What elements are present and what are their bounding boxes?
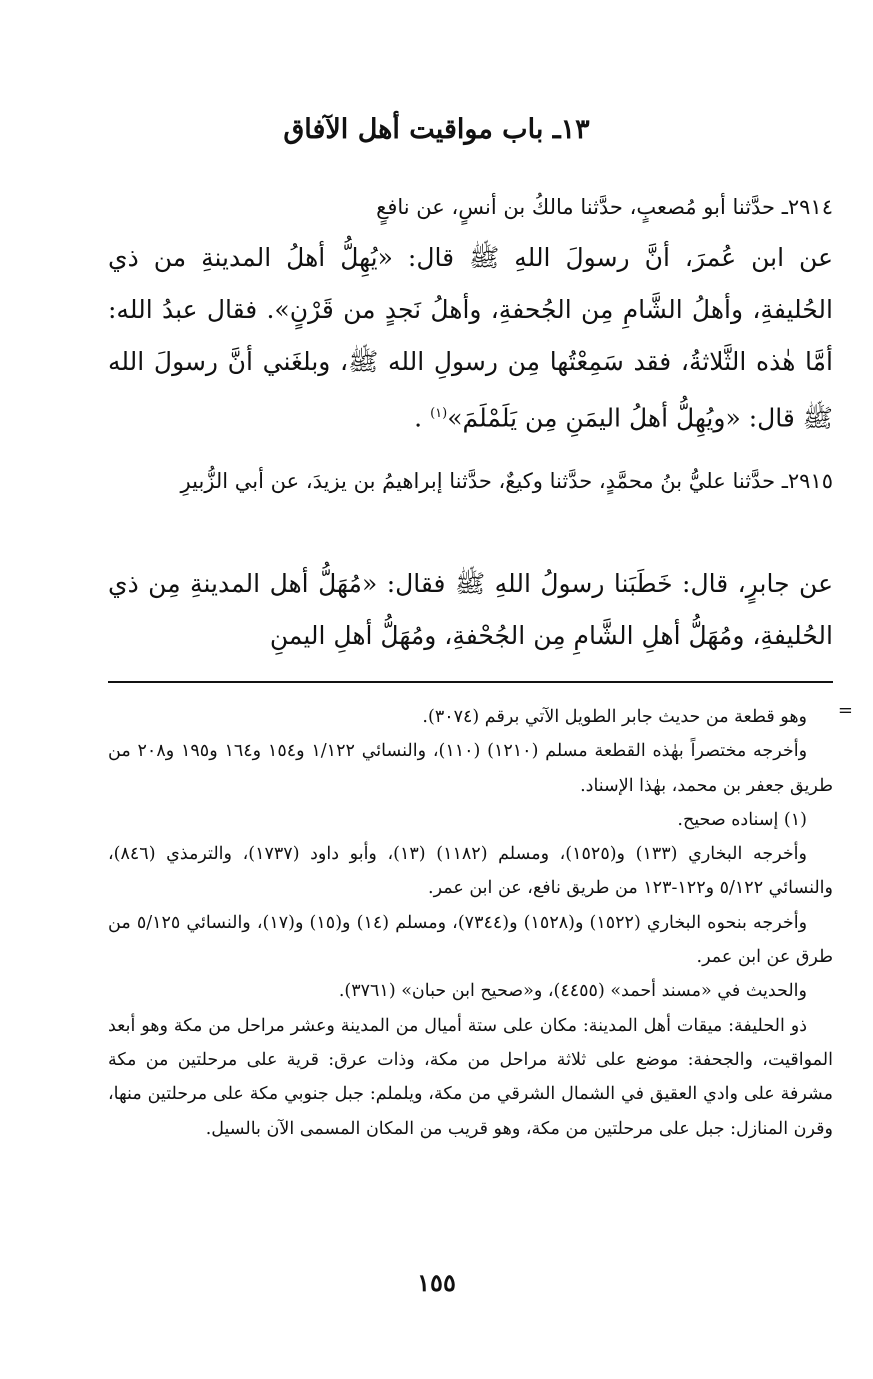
footnote-ref: (١): [430, 406, 448, 421]
hadith-2915-sanad: ٢٩١٥ـ حدَّثنا عليُّ بنُ محمَّدٍ، حدَّثنا وكيعٌ، حدَّثنا إبراهيمُ بن يزيدَ، عن أبي الزُّبيرِ: [180, 469, 833, 493]
footnote-divider: [108, 681, 833, 683]
page-number: ١٥٥: [417, 1268, 456, 1297]
hadith-2914-end: .: [414, 403, 431, 433]
footnotes: [108, 700, 833, 1146]
footnote-line: (١) إسناده صحيح.: [677, 809, 807, 830]
footnote-line: والحديث في «مسند أحمد» (٤٤٥٥)، و«صحيح ابن حبان» (٣٧٦١).: [338, 981, 807, 1002]
hadith-2915-matn: عن جابرٍ، قال: خَطَبَنا رسولُ اللهِ ﷺ فقال: «مُهَلُّ أهل المدينةِ مِن ذي الحُليفةِ، ومُهَلُّ أهلِ الشَّامِ مِن الجُحْفةِ، ومُهَلُّ أهلِ اليمنِ: [108, 569, 833, 650]
footnote-line: وأخرجه بنحوه البخاري (١٥٢٢) و(١٥٢٨) و(٧٣٤٤)، ومسلم (١٤) و(١٥) و(١٧)، والنسائي ٥/١٢٥ من طرق عن ابن عمر.: [108, 912, 833, 968]
footnote-line: وأخرجه البخاري (١٣٣) و(١٥٢٥)، ومسلم (١١٨٢) (١٣)، وأبو داود (١٧٣٧)، والترمذي (٨٤٦)، والنسائي ٥/١٢٢ و١٢٢-١٢٣ من طريق نافع، عن ابن عمر.: [108, 844, 833, 899]
hadith-2914-sanad: ٢٩١٤ـ حدَّثنا أبو مُصعبٍ، حدَّثنا مالكُ بن أنسٍ، عن نافعٍ: [376, 195, 833, 219]
footnote-line: وهو قطعة من حديث جابر الطويل الآتي برقم (٣٠٧٤).: [422, 707, 807, 727]
hadith-2914-text: عن ابن عُمرَ، أنَّ رسولَ اللهِ ﷺ قال: «يُهِلُّ أهلُ المدينةِ من ذي الحُليفةِ، وأهلُ الشَّامِ مِن الجُحفةِ، وأهلُ نَجدٍ من قَرْنٍ». فقال عبدُ الله: أمَّا هٰذه الثَّلاثةُ، فقد سَمِعْتُها مِن رسولِ الله ﷺ، وبلغَني أنَّ رسولَ الله ﷺ قال: «ويُهِلُّ أهلُ اليمَنِ مِن يَلَمْلَمَ»: [108, 243, 833, 433]
chapter-title: ١٣ـ باب مواقيت أهل الآفاق: [283, 114, 590, 145]
footnote-line: ذو الحليفة: ميقات أهل المدينة: مكان على ستة أميال من المدينة وعشر مراحل من مكة وهو أبعد المواقيت، والجحفة: موضع على ثلاثة مراحل من مكة، وذات عرق: قرية على مرحلتين من مكة مشرفة على وادي العقيق في الشمال الشرقي من مكة، ويلملم: جبل جنوبي مكة على مرحلتين منها، وقرن المنازل: جبل على مرحلتين من مكة، وهو قريب من المكان المسمى الآن بالسيل.: [108, 1015, 833, 1139]
footnote-line: وأخرجه مختصراً بهٰذه القطعة مسلم (١٢١٠) (١١٠)، والنسائي ١/١٢٢ و١٥٤ و١٦٤ و١٩٥ و٢٠٨ من طريق جعفر بن محمد، بهٰذا الإسناد.: [108, 741, 833, 796]
hadith-2914-matn: [108, 232, 833, 444]
continuation-mark: =: [837, 700, 853, 721]
